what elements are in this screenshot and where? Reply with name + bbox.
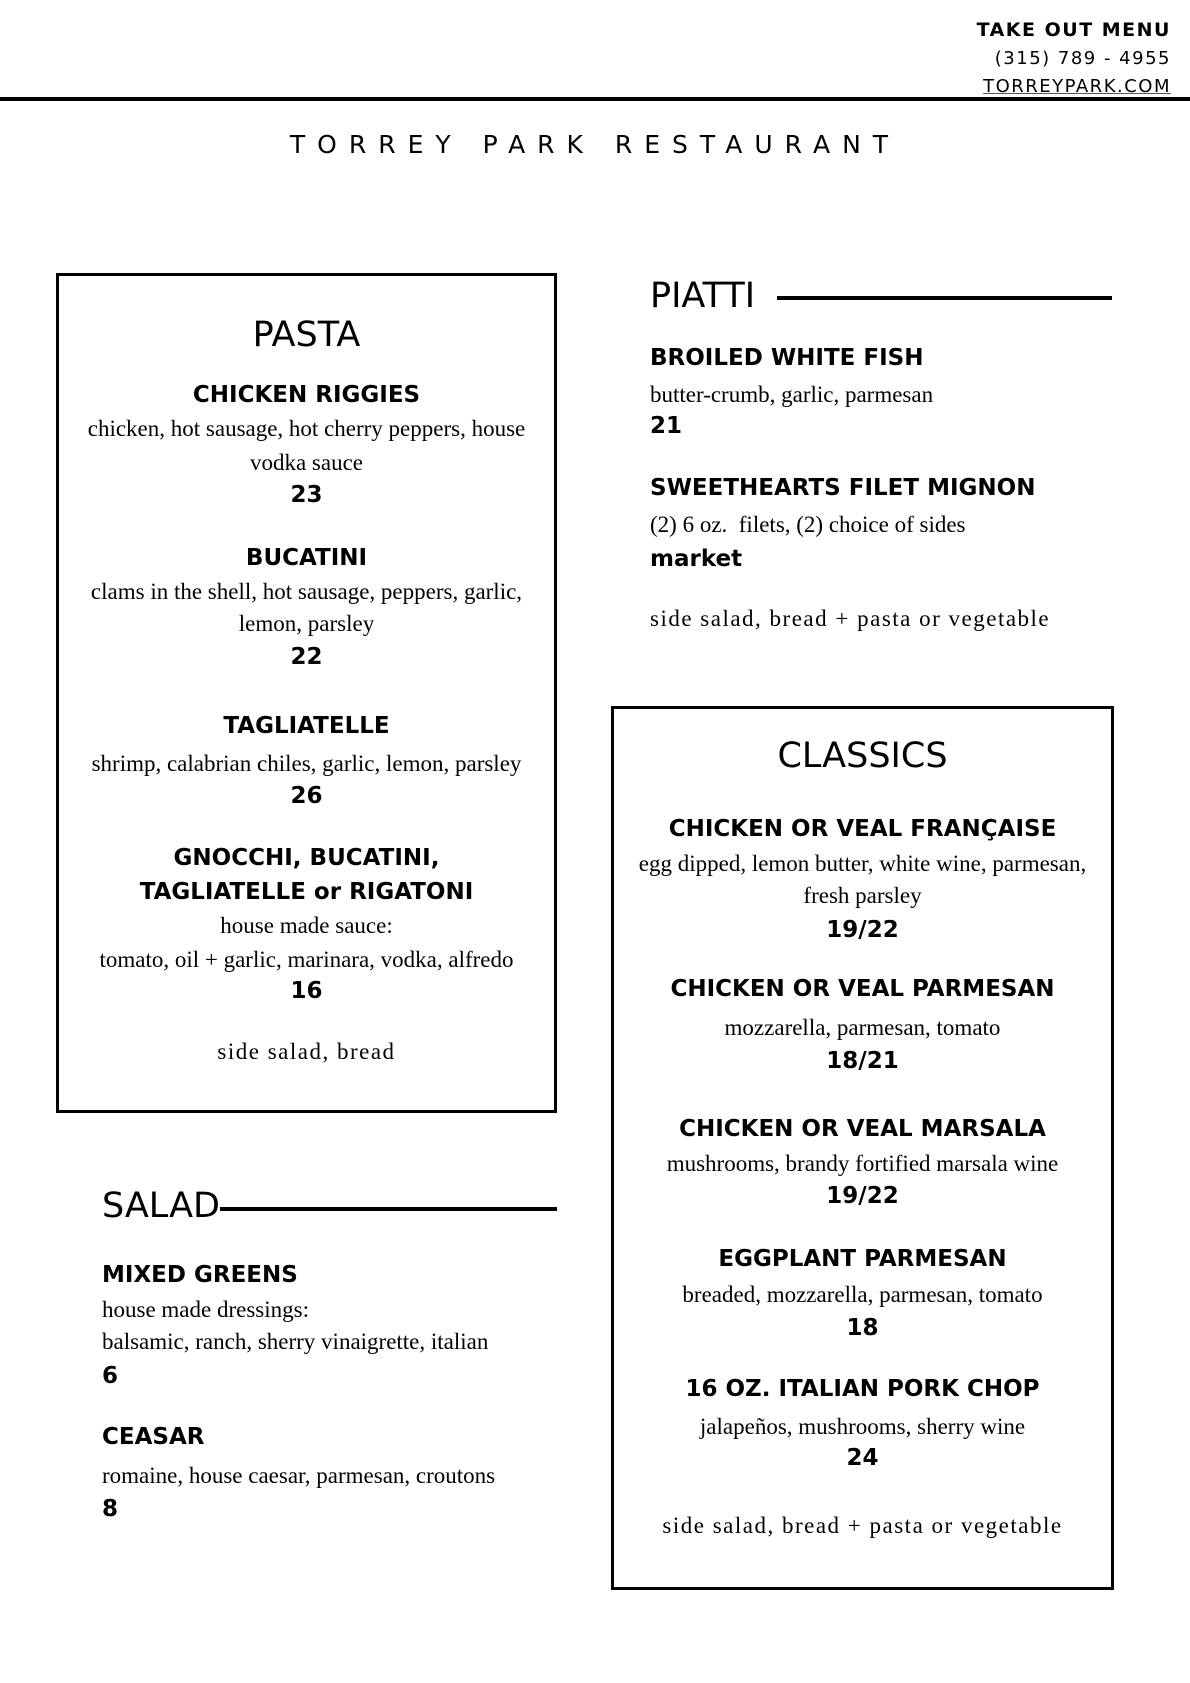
- classics-item-price: 18: [846, 1315, 879, 1341]
- pasta-item-desc: house made sauce:: [220, 913, 393, 938]
- salad-item-desc: house made dressings:: [102, 1297, 309, 1322]
- phone-number[interactable]: (315) 789 - 4955: [994, 48, 1171, 69]
- pasta-item-desc: lemon, parsley: [238, 611, 375, 636]
- classics-section: [611, 706, 1114, 1590]
- pasta-sides-note: side salad, bread: [217, 1039, 396, 1064]
- piatti-sides-note: side salad, bread + pasta or vegetable: [650, 606, 1051, 631]
- classics-item-desc: mozzarella, parmesan, tomato: [724, 1015, 1001, 1040]
- classics-sides-note: side salad, bread + pasta or vegetable: [662, 1513, 1063, 1538]
- classics-item-price: 19/22: [826, 1183, 899, 1209]
- menu-type-label: TAKE OUT MENU: [976, 19, 1171, 41]
- piatti-item-price: market: [650, 546, 743, 572]
- pasta-item-name: TAGLIATELLE: [223, 713, 390, 739]
- salad-item-name: CEASAR: [102, 1424, 205, 1450]
- classics-item-desc: egg dipped, lemon butter, white wine, parmesan,: [638, 851, 1087, 876]
- pasta-item-desc: chicken, hot sausage, hot cherry peppers, house: [87, 416, 526, 441]
- pasta-item-desc: tomato, oil + garlic, marinara, vodka, alfredo: [99, 947, 514, 972]
- piatti-item-desc: butter-crumb, garlic, parmesan: [650, 382, 934, 407]
- classics-item-name: CHICKEN OR VEAL MARSALA: [679, 1116, 1046, 1142]
- pasta-item-name: GNOCCHI, BUCATINI,: [173, 845, 440, 871]
- pasta-item-price: 23: [290, 482, 323, 508]
- piatti-item-desc: (2) 6 oz. filets, (2) choice of sides: [650, 512, 966, 537]
- pasta-item-desc: vodka sauce: [249, 450, 364, 475]
- salad-title-rule: [220, 1207, 557, 1211]
- classics-item-price: 19/22: [826, 917, 899, 943]
- piatti-item-name: SWEETHEARTS FILET MIGNON: [650, 475, 1036, 501]
- classics-item-name: EGGPLANT PARMESAN: [718, 1246, 1007, 1272]
- pasta-item-price: 22: [290, 644, 323, 670]
- pasta-title: PASTA: [252, 315, 361, 355]
- salad-item-price: 6: [102, 1363, 119, 1389]
- pasta-item-desc: clams in the shell, hot sausage, peppers, garlic,: [90, 579, 523, 604]
- piatti-item-price: 21: [650, 413, 683, 439]
- classics-item-desc: fresh parsley: [803, 883, 922, 908]
- salad-title: SALAD: [102, 1186, 221, 1226]
- pasta-section: [56, 273, 557, 1113]
- piatti-item-name: BROILED WHITE FISH: [650, 345, 924, 371]
- classics-item-desc: jalapeños, mushrooms, sherry wine: [699, 1414, 1026, 1439]
- classics-item-name: CHICKEN OR VEAL PARMESAN: [670, 976, 1055, 1002]
- classics-item-name: CHICKEN OR VEAL FRANÇAISE: [668, 816, 1057, 842]
- salad-item-price: 8: [102, 1496, 119, 1522]
- restaurant-name: TORREY PARK RESTAURANT: [289, 130, 901, 159]
- classics-item-price: 18/21: [826, 1048, 899, 1074]
- classics-item-name: 16 OZ. ITALIAN PORK CHOP: [685, 1376, 1040, 1402]
- header-divider: [0, 97, 1190, 101]
- pasta-item-price: 16: [290, 978, 323, 1004]
- pasta-item-name: TAGLIATELLE or RIGATONI: [139, 879, 474, 905]
- menu-header: [977, 16, 1171, 101]
- pasta-item-name: BUCATINI: [245, 545, 368, 571]
- salad-item-desc: balsamic, ranch, sherry vinaigrette, italian: [102, 1329, 489, 1354]
- salad-item-name: MIXED GREENS: [102, 1262, 298, 1288]
- pasta-item-name: CHICKEN RIGGIES: [192, 382, 421, 408]
- piatti-title: PIATTI: [650, 276, 756, 316]
- website-link[interactable]: TORREYPARK.COM: [983, 76, 1171, 97]
- pasta-item-desc: shrimp, calabrian chiles, garlic, lemon, parsley: [91, 751, 522, 776]
- classics-item-desc: breaded, mozzarella, parmesan, tomato: [682, 1282, 1043, 1307]
- classics-item-price: 24: [846, 1445, 879, 1471]
- classics-item-desc: mushrooms, brandy fortified marsala wine: [666, 1151, 1059, 1176]
- salad-item-desc: romaine, house caesar, parmesan, croutons: [102, 1463, 496, 1488]
- piatti-title-rule: [777, 296, 1112, 300]
- classics-title: CLASSICS: [777, 736, 948, 776]
- pasta-item-price: 26: [290, 783, 323, 809]
